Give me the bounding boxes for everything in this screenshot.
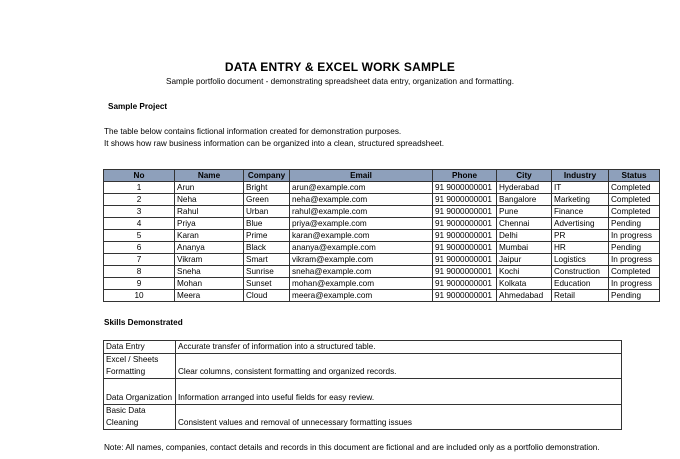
table-cell: Completed — [609, 266, 660, 278]
table-cell: Arun — [175, 182, 244, 194]
skill-row — [104, 405, 622, 430]
skill-row — [104, 341, 622, 354]
table-cell: neha@example.com — [290, 194, 433, 206]
table-cell: Chennai — [497, 218, 552, 230]
table-cell: Pune — [497, 206, 552, 218]
skill-description: Clear columns, consistent formatting and organized records. — [176, 354, 622, 379]
table-cell: 4 — [104, 218, 175, 230]
data-table — [103, 169, 660, 302]
table-cell: vikram@example.com — [290, 254, 433, 266]
table-cell: Kochi — [497, 266, 552, 278]
table-cell: Pending — [609, 242, 660, 254]
table-row — [104, 278, 660, 290]
skill-description: Information arranged into useful fields for easy review. — [176, 379, 622, 405]
project-heading: Sample Project — [108, 102, 168, 111]
table-cell: Kolkata — [497, 278, 552, 290]
table-cell: Pending — [609, 218, 660, 230]
table-cell: 9 — [104, 278, 175, 290]
table-cell: 91 9000000001 — [433, 266, 497, 278]
table-cell: Finance — [552, 206, 609, 218]
table-cell: Hyderabad — [497, 182, 552, 194]
table-row — [104, 254, 660, 266]
table-cell: 91 9000000001 — [433, 230, 497, 242]
table-cell: 8 — [104, 266, 175, 278]
table-cell: Neha — [175, 194, 244, 206]
skill-name-line: Formatting — [106, 367, 146, 376]
table-cell: Prime — [244, 230, 290, 242]
skill-name: Data Entry — [106, 342, 145, 351]
table-cell: 91 9000000001 — [433, 218, 497, 230]
table-cell: PR — [552, 230, 609, 242]
table-header-row — [104, 170, 660, 182]
table-cell: Jaipur — [497, 254, 552, 266]
table-cell: Urban — [244, 206, 290, 218]
table-row — [104, 230, 660, 242]
table-cell: Mohan — [175, 278, 244, 290]
table-cell: Black — [244, 242, 290, 254]
table-cell: meera@example.com — [290, 290, 433, 302]
table-cell: Completed — [609, 182, 660, 194]
table-cell: Sunrise — [244, 266, 290, 278]
table-row — [104, 242, 660, 254]
skills-table — [103, 340, 622, 430]
table-cell: Green — [244, 194, 290, 206]
skill-name-line: Excel / Sheets — [106, 355, 159, 364]
table-cell: arun@example.com — [290, 182, 433, 194]
document-subtitle: Sample portfolio document - demonstrating spreadsheet data entry, organization and formatting. — [165, 77, 515, 86]
table-cell: Karan — [175, 230, 244, 242]
table-cell: 91 9000000001 — [433, 206, 497, 218]
table-cell: Pending — [609, 290, 660, 302]
table-cell: Mumbai — [497, 242, 552, 254]
table-cell: Retail — [552, 290, 609, 302]
table-cell: 10 — [104, 290, 175, 302]
table-cell: 91 9000000001 — [433, 254, 497, 266]
table-cell: Advertising — [552, 218, 609, 230]
table-cell: 2 — [104, 194, 175, 206]
table-cell: 6 — [104, 242, 175, 254]
skill-name-cell — [104, 354, 176, 379]
table-cell: 91 9000000001 — [433, 278, 497, 290]
table-cell: Rahul — [175, 206, 244, 218]
table-cell: ananya@example.com — [290, 242, 433, 254]
column-header: City — [497, 170, 552, 182]
table-cell: Priya — [175, 218, 244, 230]
table-row — [104, 290, 660, 302]
skill-name-cell — [104, 405, 176, 430]
table-cell: sneha@example.com — [290, 266, 433, 278]
column-header: No — [104, 170, 175, 182]
table-cell: Delhi — [497, 230, 552, 242]
table-cell: 5 — [104, 230, 175, 242]
table-cell: 91 9000000001 — [433, 290, 497, 302]
table-cell: Sneha — [175, 266, 244, 278]
column-header: Status — [609, 170, 660, 182]
table-cell: 91 9000000001 — [433, 194, 497, 206]
intro-line-2: It shows how raw business information can be organized into a clean, structured spreadsheet. — [104, 139, 444, 148]
skill-description: Accurate transfer of information into a structured table. — [176, 341, 622, 354]
table-cell: Blue — [244, 218, 290, 230]
table-cell: Meera — [175, 290, 244, 302]
intro-line-1: The table below contains fictional information created for demonstration purposes. — [104, 127, 402, 136]
table-cell: In progress — [609, 278, 660, 290]
table-cell: Ananya — [175, 242, 244, 254]
table-cell: Completed — [609, 206, 660, 218]
table-cell: 91 9000000001 — [433, 182, 497, 194]
table-cell: Logistics — [552, 254, 609, 266]
table-cell: IT — [552, 182, 609, 194]
table-cell: Bangalore — [497, 194, 552, 206]
table-cell: Education — [552, 278, 609, 290]
table-cell: Completed — [609, 194, 660, 206]
table-cell: In progress — [609, 254, 660, 266]
table-cell: Smart — [244, 254, 290, 266]
column-header: Company — [244, 170, 290, 182]
skill-description: Consistent values and removal of unnecessary formatting issues — [176, 405, 622, 430]
table-cell: Cloud — [244, 290, 290, 302]
column-header: Email — [290, 170, 433, 182]
skill-name: Data Organization — [106, 393, 172, 402]
table-cell: 91 9000000001 — [433, 242, 497, 254]
skill-name-line: Cleaning — [106, 418, 139, 427]
skill-name-cell — [104, 379, 176, 405]
skills-heading: Skills Demonstrated — [104, 318, 183, 327]
table-cell: karan@example.com — [290, 230, 433, 242]
table-cell: mohan@example.com — [290, 278, 433, 290]
table-cell: HR — [552, 242, 609, 254]
skill-name-line: Basic Data — [106, 406, 146, 415]
table-row — [104, 206, 660, 218]
table-cell: Ahmedabad — [497, 290, 552, 302]
table-row — [104, 194, 660, 206]
table-cell: priya@example.com — [290, 218, 433, 230]
table-row — [104, 218, 660, 230]
skill-row — [104, 379, 622, 405]
table-cell: Marketing — [552, 194, 609, 206]
skill-row — [104, 354, 622, 379]
footer-note: Note: All names, companies, contact details and records in this document are fictional and are included only as a portfolio demonstration. — [104, 443, 600, 452]
table-cell: Sunset — [244, 278, 290, 290]
table-body — [104, 182, 660, 302]
document-title: DATA ENTRY & EXCEL WORK SAMPLE — [224, 60, 456, 74]
table-cell: 1 — [104, 182, 175, 194]
column-header: Industry — [552, 170, 609, 182]
table-row — [104, 266, 660, 278]
table-cell: 3 — [104, 206, 175, 218]
table-cell: Bright — [244, 182, 290, 194]
table-cell: In progress — [609, 230, 660, 242]
table-cell: rahul@example.com — [290, 206, 433, 218]
skill-name-cell — [104, 341, 176, 354]
table-cell: 7 — [104, 254, 175, 266]
column-header: Phone — [433, 170, 497, 182]
table-cell: Vikram — [175, 254, 244, 266]
column-header: Name — [175, 170, 244, 182]
table-row — [104, 182, 660, 194]
table-cell: Construction — [552, 266, 609, 278]
